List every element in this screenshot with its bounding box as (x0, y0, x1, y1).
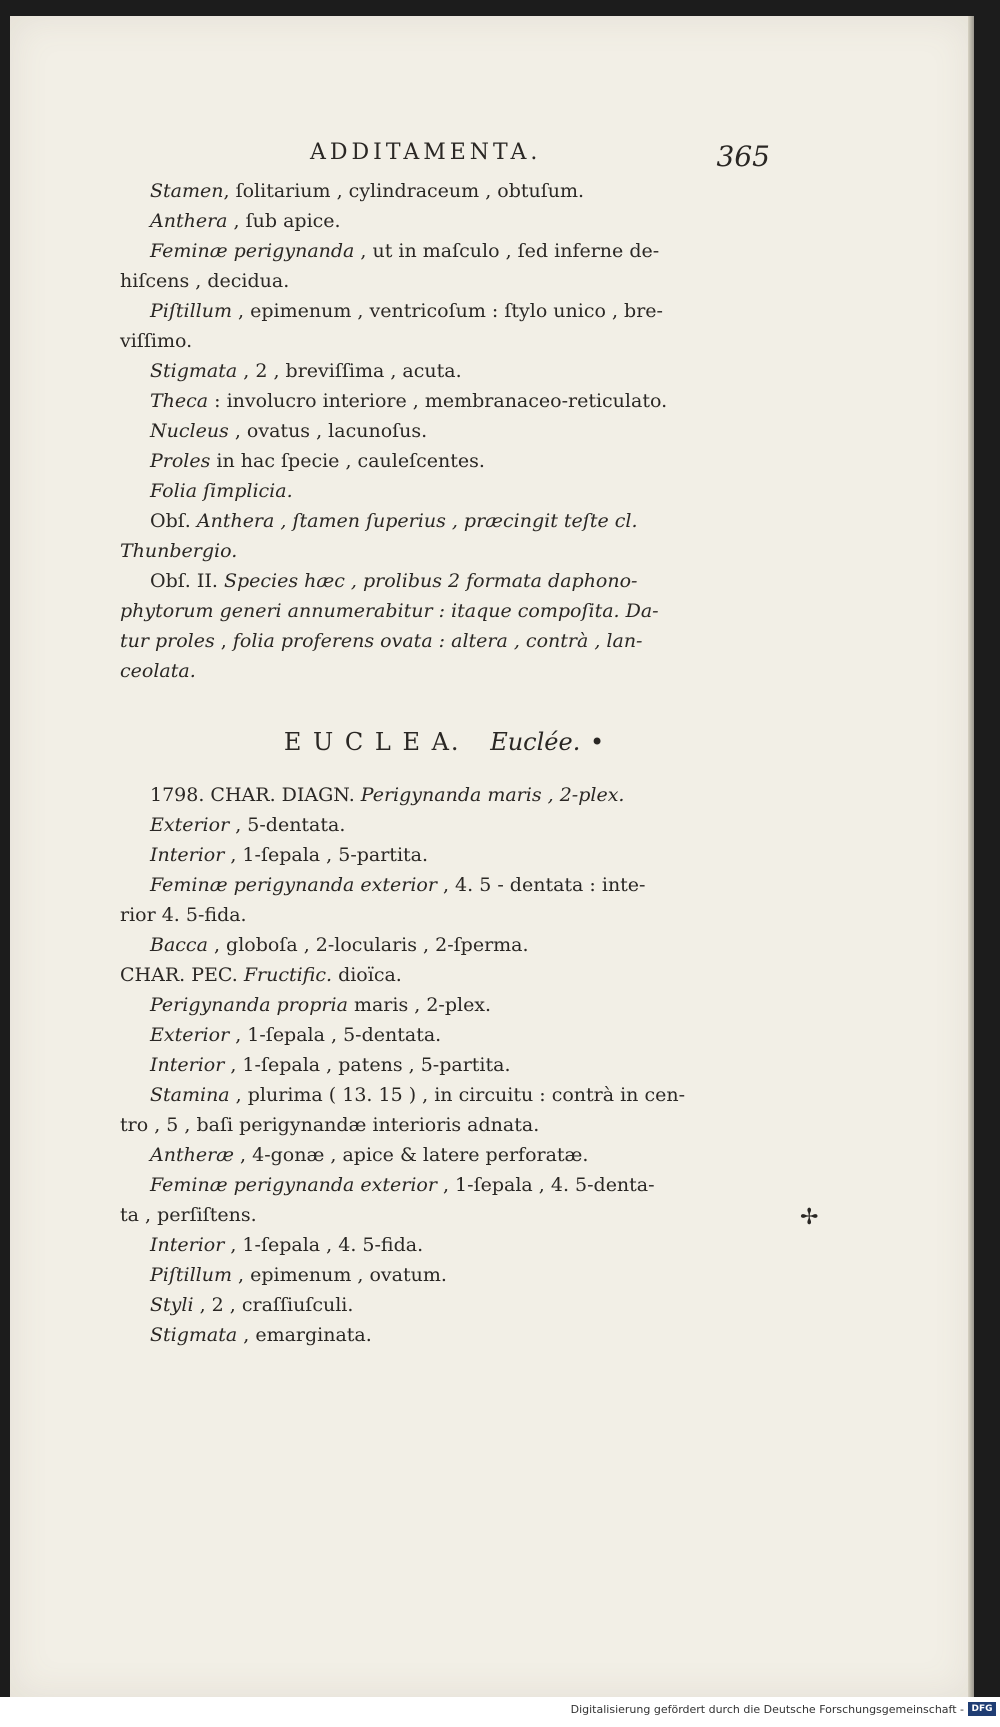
text-line-lead: Feminæ perigynanda exterior (150, 1174, 437, 1196)
section-mark: • (589, 728, 607, 756)
text-line-tail: Perigynanda maris , 2-plex. (360, 784, 625, 806)
text-line-rest: Obſ. II. (150, 570, 224, 592)
text-line-lead: Nucleus (150, 420, 229, 442)
text-line-lead: Stamen (150, 180, 224, 202)
genus-name: E U C L E A. (283, 728, 461, 756)
text-line-rest: , epimenum , ovatum. (232, 1264, 447, 1286)
text-line-lead: Interior (150, 844, 225, 866)
text-line-rest: , ſub apice. (227, 210, 341, 232)
text-line-lead: Perigynanda propria (150, 994, 348, 1016)
text-line-tail: Anthera , ſtamen ſuperius , præcingit teſte cl. (196, 510, 638, 532)
text-line-lead: ceolata. (120, 660, 196, 682)
text-line (120, 326, 770, 356)
text-line (120, 1320, 770, 1350)
text-line (120, 810, 770, 840)
text-line (120, 566, 770, 596)
text-line (120, 900, 770, 930)
text-line-lead: Feminæ perigynanda exterior (150, 874, 437, 896)
text-line (120, 626, 770, 656)
text-line-lead: Interior (150, 1234, 225, 1256)
text-line-rest: , plurima ( 13. 15 ) , in circuitu : contrà in cen- (229, 1084, 685, 1106)
text-line (120, 236, 770, 266)
page-edge (968, 16, 974, 1698)
text-line (120, 1110, 770, 1140)
text-line (120, 1260, 770, 1290)
text-line-rest: viſſimo. (120, 330, 193, 352)
text-line (120, 356, 770, 386)
text-line (120, 206, 770, 236)
text-line-rest: 1798. CHAR. DIAGN. (150, 784, 361, 806)
text-line-rest: , ſolitarium , cylindraceum , obtuſum. (223, 180, 585, 202)
text-line-lead: Exterior (150, 814, 230, 836)
text-line-lead: Proles (150, 450, 211, 472)
page-number: 365 (716, 140, 770, 173)
text-line (120, 1230, 770, 1260)
text-line (120, 780, 770, 810)
text-line-rest: , 1-ſepala , 4. 5-denta- (436, 1174, 655, 1196)
bottom-text-lines (120, 780, 770, 1350)
text-line-rest: , 1-ſepala , patens , 5-partita. (224, 1054, 511, 1076)
text-line-rest: : involucro interiore , membranaceo-reticulato. (208, 390, 668, 412)
text-line (120, 1080, 770, 1110)
text-line-rest: rior 4. 5-fida. (120, 904, 247, 926)
text-line-lead: Piſtillum (150, 300, 233, 322)
text-line-lead: Feminæ perigynanda (150, 240, 355, 262)
text-line-lead: Stigmata (150, 360, 238, 382)
text-line-tail: Fructific. (243, 964, 333, 986)
text-line (120, 1200, 770, 1230)
text-line-rest: , 4-gonæ , apice & latere perforatæ. (234, 1144, 589, 1166)
text-line (120, 930, 770, 960)
text-line (120, 1140, 770, 1170)
text-line (120, 870, 770, 900)
text-line-rest: hiſcens , decidua. (120, 270, 290, 292)
text-line-lead: Exterior (150, 1024, 230, 1046)
footer-text: Digitalisierung gefördert durch die Deutsche Forschungsgemeinschaft - (570, 1703, 964, 1716)
text-line (120, 1050, 770, 1080)
text-line (120, 1020, 770, 1050)
text-line (120, 446, 770, 476)
text-line (120, 176, 770, 206)
text-line-lead: tur proles (120, 630, 215, 652)
text-line-lead: Styli (150, 1294, 194, 1316)
text-line (120, 596, 770, 626)
text-line-rest: , 1-ſepala , 4. 5-fida. (224, 1234, 424, 1256)
running-head (120, 140, 770, 176)
text-line-lead: Piſtillum (150, 1264, 233, 1286)
text-line-lead: Theca (150, 390, 209, 412)
text-line-rest: , 2 , breviſſima , acuta. (237, 360, 462, 382)
text-line-lead: Folia ſimplicia. (150, 480, 293, 502)
text-line-lead: Thunbergio. (120, 540, 238, 562)
text-line-lead: phytorum generi annumerabitur : itaque compoſita. Da- (120, 600, 659, 622)
text-line-lead: Bacca (150, 934, 208, 956)
text-line-rest: in hac ſpecie , cauleſcentes. (210, 450, 485, 472)
text-line-rest: , globoſa , 2-locularis , 2-ſperma. (207, 934, 529, 956)
text-line-tail: folia proferens ovata : altera , contrà , lan- (232, 630, 643, 652)
digitization-footer (0, 1697, 1000, 1727)
text-line (120, 296, 770, 326)
text-line-lead: Interior (150, 1054, 225, 1076)
text-block (120, 140, 770, 1350)
text-line-lead: Stigmata (150, 1324, 238, 1346)
text-line-rest: , 1-ſepala , 5-dentata. (229, 1024, 442, 1046)
text-line (120, 506, 770, 536)
text-line (120, 656, 770, 686)
text-line (120, 1290, 770, 1320)
text-line-rest: , 2 , craſſiuſculi. (193, 1294, 354, 1316)
text-line-rest: Obſ. (150, 510, 197, 532)
dfg-logo: DFG (968, 1702, 996, 1716)
text-line (120, 266, 770, 296)
running-title: ADDITAMENTA. (310, 140, 542, 165)
text-line-rest: , 1-ſepala , 5-partita. (224, 844, 429, 866)
text-line-rest: , ut in maſculo , ſed inferne de- (354, 240, 660, 262)
text-line (120, 476, 770, 506)
genus-name-french: Euclée. (490, 728, 581, 756)
text-line-rest: , epimenum , ventricoſum : ſtylo unico , bre- (232, 300, 663, 322)
text-line-after: dioïca. (332, 964, 402, 986)
text-line-rest: maris , 2-plex. (347, 994, 492, 1016)
text-line (120, 386, 770, 416)
text-line (120, 1170, 770, 1200)
text-line-lead: Antheræ (150, 1144, 235, 1166)
text-line-rest: , ovatus , lacunoſus. (228, 420, 428, 442)
text-line-rest: tro , 5 , baſi perigynandæ interioris adnata. (120, 1114, 540, 1136)
top-text-lines (120, 176, 770, 686)
text-line (120, 416, 770, 446)
text-line-lead: Anthera (150, 210, 228, 232)
text-line-lead: Stamina (150, 1084, 230, 1106)
text-line-rest: , (214, 630, 233, 652)
text-line (120, 840, 770, 870)
text-line (120, 990, 770, 1020)
text-line-rest: , 4. 5 - dentata : inte- (436, 874, 646, 896)
section-title (120, 704, 770, 780)
text-line (120, 536, 770, 566)
text-line-rest: , emarginata. (237, 1324, 372, 1346)
text-line-rest: CHAR. PEC. (120, 964, 244, 986)
text-line (120, 960, 770, 990)
text-line-rest: , 5-dentata. (229, 814, 346, 836)
text-line-rest: ta , perſiſtens. (120, 1204, 257, 1226)
text-line-tail: Species hæc , prolibus 2 formata daphono- (223, 570, 638, 592)
marginal-mark: ✢ (800, 1205, 819, 1230)
